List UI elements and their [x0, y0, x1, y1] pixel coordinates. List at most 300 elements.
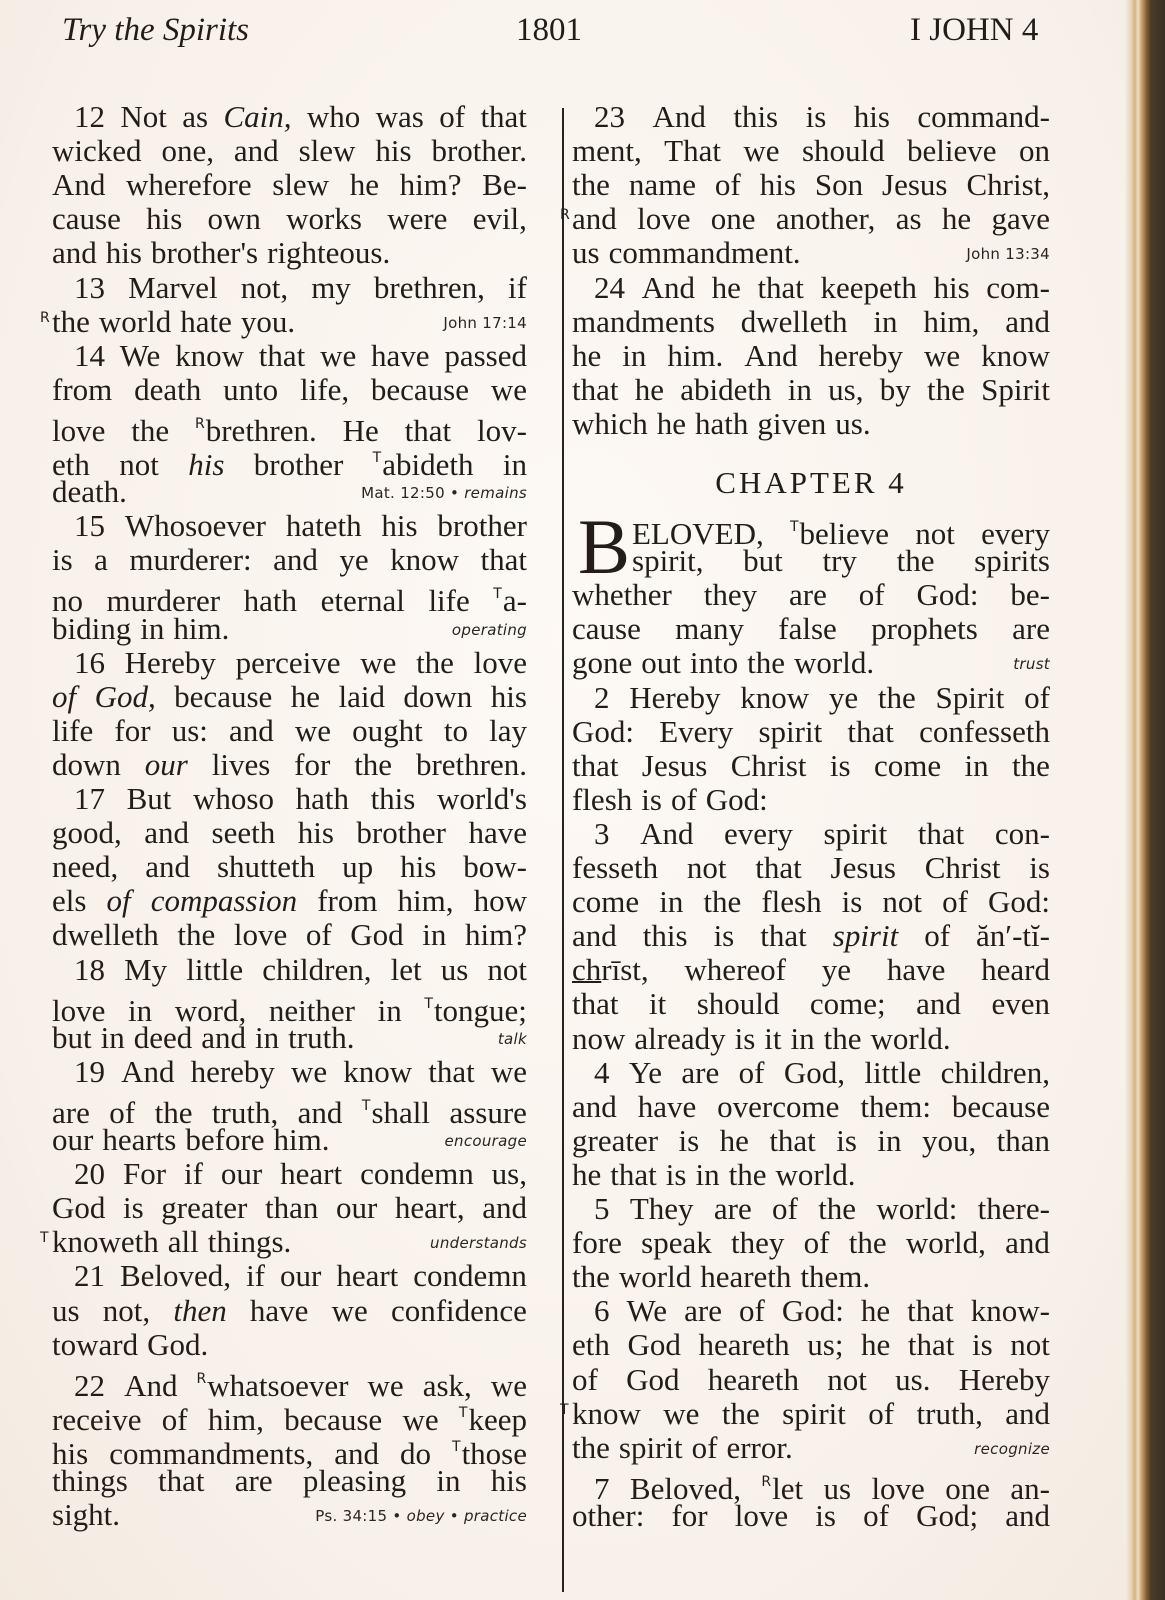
- word: is: [678, 1122, 700, 1158]
- word: should: [696, 986, 780, 1022]
- verse-line: [572, 1499, 1050, 1533]
- word: and: [482, 1190, 527, 1226]
- verse-line: [572, 851, 1050, 885]
- margin-translation-marker: T: [560, 1401, 569, 1418]
- word: not: [915, 516, 955, 551]
- word: $^T$those: [452, 1435, 527, 1471]
- word: children,: [940, 1054, 1050, 1090]
- marginal-note: recognize: [974, 1439, 1050, 1458]
- marker-reference: R: [195, 415, 205, 432]
- word: on: [1018, 133, 1050, 169]
- word: fore: [572, 1225, 622, 1261]
- word: els: [52, 883, 87, 919]
- word: God: [52, 1190, 106, 1226]
- chapter-heading: CHAPTER 4: [715, 465, 907, 500]
- verse-line: [572, 612, 1050, 646]
- word: know: [740, 679, 810, 715]
- verse-line: [572, 953, 1050, 987]
- word: him.: [667, 337, 724, 373]
- word: our: [280, 1258, 322, 1294]
- word: God;: [916, 1497, 979, 1533]
- word: spirit: [618, 1429, 683, 1465]
- word: con-: [994, 815, 1050, 851]
- marker-translation: T: [493, 586, 502, 603]
- word: not,: [240, 269, 289, 305]
- word: it: [764, 1020, 782, 1056]
- word: before: [185, 1122, 265, 1157]
- word: of: [109, 1094, 136, 1130]
- word: $^T$believe: [789, 516, 890, 551]
- verse-line: [572, 749, 1050, 783]
- word: murderer:: [129, 542, 252, 578]
- word: was: [375, 99, 424, 134]
- word: truth.: [288, 1019, 355, 1055]
- word: are: [52, 1094, 90, 1130]
- word: we: [294, 712, 332, 748]
- word: perceive: [235, 644, 341, 680]
- word: from: [52, 371, 113, 407]
- word: God:: [916, 577, 979, 613]
- word: one: [945, 1470, 990, 1506]
- verse-line: [572, 783, 1050, 817]
- word: if: [246, 1258, 265, 1294]
- verse-line: [572, 1022, 1050, 1056]
- word: this: [642, 918, 688, 954]
- word: that: [572, 747, 619, 783]
- word: know: [572, 1395, 641, 1431]
- verse-line: [52, 236, 527, 270]
- word: which: [572, 405, 648, 441]
- word: him,: [207, 1401, 264, 1437]
- verse-line: [572, 987, 1050, 1021]
- word: unto: [223, 371, 279, 407]
- word: for: [294, 746, 331, 782]
- word: slew: [272, 167, 330, 203]
- word: of: [106, 883, 131, 919]
- word: brother: [356, 815, 446, 851]
- word: know: [981, 337, 1050, 373]
- word: eth: [52, 447, 90, 482]
- marginal-note: talk: [497, 1029, 527, 1048]
- word: in: [422, 917, 447, 953]
- word: 14: [74, 337, 105, 373]
- marker-translation: T: [452, 1438, 461, 1455]
- word: of: [858, 577, 885, 613]
- word: things: [52, 1463, 128, 1498]
- word: 12: [74, 99, 105, 134]
- word: them.: [800, 1259, 871, 1295]
- word: come: [572, 884, 640, 920]
- word: 13: [74, 269, 105, 305]
- word: mandments: [572, 303, 715, 339]
- word: speak: [641, 1225, 712, 1261]
- verse-line: [572, 1192, 1050, 1226]
- word: not: [686, 850, 727, 885]
- word: he: [861, 1327, 891, 1363]
- word: ye: [828, 679, 859, 715]
- word: if: [183, 1156, 203, 1192]
- word: own: [207, 201, 261, 237]
- verse-line: [52, 1328, 527, 1362]
- word: brethren,: [373, 269, 485, 305]
- word: children,: [262, 951, 372, 987]
- margin-translation-marker: T: [40, 1230, 49, 1247]
- word: Christ: [924, 850, 1001, 885]
- word: and: [572, 201, 617, 237]
- word: brother.: [431, 133, 527, 169]
- word: commandments,: [109, 1435, 314, 1471]
- word: pleasing: [302, 1463, 407, 1498]
- word: But: [126, 781, 172, 816]
- word: he: [656, 405, 687, 441]
- word: him?: [399, 167, 462, 203]
- verse-line: [52, 816, 527, 850]
- word: for: [671, 1497, 708, 1533]
- word: world's: [436, 781, 527, 816]
- word: is: [734, 1020, 756, 1056]
- word: assure: [449, 1094, 527, 1130]
- word: the: [747, 645, 785, 681]
- word: us,: [828, 371, 864, 407]
- word: world: [98, 303, 172, 339]
- word: 18: [74, 951, 105, 987]
- word: 21: [74, 1258, 105, 1294]
- word: compassion: [150, 883, 298, 919]
- word: of: [863, 1497, 889, 1533]
- word: overcome: [717, 1088, 840, 1124]
- word: now: [572, 1020, 626, 1056]
- word: all: [167, 1224, 199, 1260]
- word: of: [738, 1293, 765, 1329]
- marker-reference: R: [196, 1370, 207, 1387]
- running-head-section: Try the Spirits: [62, 12, 250, 48]
- marginal-note: Mat. 12:50 • remains: [361, 484, 527, 503]
- word: world:: [876, 1191, 958, 1226]
- word: need,: [52, 849, 119, 885]
- verse-line: [52, 680, 527, 714]
- word: that: [572, 371, 619, 407]
- verse-line: [560, 1395, 1050, 1431]
- word: sight.: [52, 1497, 121, 1533]
- word: brethren.: [415, 746, 527, 782]
- word: it: [649, 986, 667, 1022]
- word: of: [439, 99, 466, 134]
- word: should: [801, 133, 885, 169]
- word: not: [487, 951, 527, 987]
- word: have: [468, 815, 527, 851]
- word: the: [177, 917, 216, 953]
- verse-line: [572, 373, 1050, 407]
- verse-line: [52, 373, 527, 407]
- word: the: [877, 679, 916, 715]
- word: 22: [74, 1367, 105, 1403]
- word: brother: [253, 447, 344, 482]
- word: heart,: [394, 1190, 465, 1226]
- word: prophets: [871, 611, 978, 647]
- word: $^T$abideth: [372, 447, 474, 482]
- word: hath: [695, 405, 749, 441]
- word: wherefore: [126, 167, 252, 203]
- word: is: [829, 747, 851, 783]
- word: the: [572, 1259, 610, 1295]
- verse-line: [572, 134, 1050, 168]
- verse-line: [52, 918, 527, 952]
- word: are: [681, 1054, 720, 1090]
- word: God,: [783, 1054, 845, 1090]
- word: him,: [923, 303, 980, 339]
- word: confidence: [390, 1292, 527, 1328]
- verse-line: [52, 714, 527, 748]
- word: we: [367, 1367, 404, 1403]
- word: fesseth: [572, 850, 659, 885]
- word: righteous.: [267, 235, 391, 271]
- word: ăn′-tĭ-: [976, 918, 1050, 954]
- word: 7: [594, 1470, 610, 1506]
- word: dwelleth: [740, 303, 848, 339]
- word: Beloved,: [629, 1470, 741, 1506]
- word: He: [342, 412, 379, 448]
- word: we: [360, 644, 397, 680]
- word: And: [640, 815, 694, 851]
- word: spirit: [823, 815, 888, 851]
- word: God.: [147, 1326, 209, 1362]
- word: Beloved,: [120, 1258, 232, 1294]
- word: this: [733, 99, 779, 134]
- word: the: [572, 1429, 610, 1465]
- word: And: [652, 99, 706, 134]
- word: and: [572, 918, 617, 954]
- word: try: [822, 543, 857, 579]
- word: we: [291, 1053, 328, 1089]
- word: believe: [907, 133, 997, 169]
- word: be-: [1010, 577, 1050, 613]
- word: the: [896, 543, 935, 579]
- column-divider: [562, 108, 564, 1592]
- word: 17: [74, 781, 105, 816]
- word: death: [134, 371, 202, 407]
- word: And: [52, 167, 106, 203]
- word: is: [836, 1122, 857, 1158]
- word: he: [634, 371, 665, 407]
- word: because: [284, 1401, 383, 1437]
- word: $^T$tongue;: [424, 992, 527, 1028]
- verse-line: [572, 1226, 1050, 1260]
- word: as: [182, 99, 209, 134]
- word: God: [350, 917, 404, 953]
- word: how: [473, 883, 527, 919]
- word: life,: [300, 371, 350, 407]
- word: love: [233, 917, 288, 953]
- word: then: [173, 1292, 227, 1328]
- word: that: [847, 713, 894, 749]
- word: $^T$shall: [361, 1094, 431, 1130]
- word: and: [144, 815, 190, 851]
- word: another,: [775, 201, 876, 237]
- verse-line: [572, 339, 1050, 373]
- verse-line: [572, 100, 1050, 134]
- marginal-note: John 13:34: [966, 245, 1050, 264]
- word: heart: [280, 1156, 343, 1192]
- word: that: [428, 1053, 475, 1089]
- verse-line: [572, 646, 1050, 680]
- word: 5: [594, 1191, 610, 1226]
- word: he: [572, 1156, 602, 1192]
- word: this: [370, 781, 416, 816]
- verse-line: [572, 1260, 1050, 1294]
- word: that: [757, 269, 804, 305]
- word: the: [848, 1225, 887, 1261]
- word: of: [572, 1361, 598, 1397]
- word: our: [220, 1156, 263, 1192]
- word: That: [664, 133, 721, 169]
- word: command-: [917, 99, 1050, 134]
- verse-line: [52, 1157, 527, 1191]
- word: ye: [339, 542, 369, 578]
- word: hate: [180, 303, 232, 339]
- word: have: [637, 1088, 697, 1124]
- marker-translation: T: [372, 450, 382, 466]
- word: com-: [986, 269, 1050, 305]
- word: we: [402, 1401, 439, 1437]
- word: not,: [102, 1292, 151, 1328]
- word: given: [757, 405, 827, 441]
- word: $^T$a-: [493, 583, 527, 619]
- verse-line: [52, 543, 527, 577]
- word: condemn: [413, 1258, 527, 1294]
- word: he: [290, 678, 320, 714]
- word: God:: [705, 781, 768, 817]
- word: greater: [161, 1190, 248, 1226]
- verse-line: [52, 1259, 527, 1293]
- word: and: [572, 1088, 617, 1124]
- word: who: [306, 99, 361, 134]
- word: world,: [905, 1225, 986, 1261]
- verse-line: [572, 1090, 1050, 1124]
- verse-line: [572, 407, 1050, 441]
- word: hereby: [818, 337, 903, 373]
- word: our: [335, 1190, 378, 1226]
- word: spirit: [758, 713, 823, 749]
- word: his: [375, 133, 412, 169]
- word: us.: [835, 405, 871, 441]
- word: not: [1010, 1327, 1050, 1363]
- word: keepeth: [820, 269, 917, 305]
- word: ELOVED,: [632, 516, 764, 551]
- word: Whosoever: [124, 508, 266, 544]
- word: Christ: [730, 747, 807, 783]
- word: spirit: [782, 1395, 846, 1431]
- word: laid: [338, 678, 385, 714]
- word: if: [508, 269, 527, 305]
- word: have: [249, 1292, 309, 1328]
- word: of: [942, 884, 968, 920]
- word: greater: [572, 1122, 659, 1158]
- word: already: [634, 1020, 726, 1056]
- verse-line: [632, 544, 1050, 578]
- word: Ye: [628, 1054, 662, 1090]
- word: chrīst,: [572, 952, 649, 988]
- word: in: [873, 303, 898, 339]
- word: in: [255, 1019, 280, 1055]
- word: ment,: [572, 133, 642, 169]
- word: him?: [465, 917, 527, 953]
- verse-line: [52, 509, 527, 543]
- marginal-note: understands: [430, 1234, 527, 1253]
- word: of: [714, 167, 741, 203]
- word: 4: [594, 1054, 610, 1090]
- word: us.: [895, 1361, 931, 1397]
- word: hath: [295, 781, 349, 816]
- word: his: [490, 678, 527, 714]
- word: the: [354, 746, 393, 782]
- word: dwelleth: [52, 917, 159, 953]
- word: the: [823, 1020, 862, 1056]
- word: deed: [133, 1019, 193, 1055]
- word: know: [343, 1053, 413, 1089]
- word: is: [713, 918, 735, 954]
- word: Hereby: [629, 679, 721, 715]
- word: that: [755, 850, 802, 885]
- word: hereby: [190, 1053, 275, 1089]
- word: the: [154, 1094, 193, 1130]
- verse-line: [52, 1294, 527, 1328]
- word: and: [1005, 1497, 1050, 1533]
- word: works: [286, 201, 362, 237]
- word: many: [675, 611, 744, 647]
- verse-line: [572, 1056, 1050, 1090]
- word: know: [390, 542, 460, 578]
- word: lives: [211, 746, 271, 782]
- word: and: [273, 542, 318, 578]
- word: them:: [860, 1088, 931, 1124]
- word: the: [703, 884, 742, 920]
- word: They: [629, 1191, 694, 1226]
- verse-line: [52, 782, 527, 816]
- verse-line: [52, 1021, 527, 1055]
- verse-line: [52, 168, 527, 202]
- word: in: [964, 747, 989, 783]
- word: my: [311, 269, 351, 305]
- word: even: [991, 986, 1050, 1022]
- word: in: [659, 884, 684, 920]
- word: truth,: [916, 1395, 983, 1431]
- word: in: [790, 1020, 815, 1056]
- word: whether: [572, 577, 672, 613]
- word: whoso: [193, 781, 274, 816]
- word: not: [119, 447, 159, 482]
- word: no: [52, 583, 83, 619]
- word: brother: [437, 508, 527, 544]
- verse-line: [52, 134, 527, 168]
- word: heart: [336, 1258, 399, 1294]
- word: him.: [173, 610, 230, 646]
- word: our: [144, 746, 188, 782]
- word: are: [234, 1463, 273, 1498]
- word: and: [233, 133, 279, 169]
- word: his: [759, 167, 796, 203]
- word: gave: [991, 201, 1050, 237]
- word: God,: [94, 678, 156, 714]
- word: love: [734, 1497, 789, 1533]
- word: hath: [243, 583, 298, 619]
- word: in: [140, 610, 165, 646]
- word: than: [264, 1190, 319, 1226]
- word: that: [258, 337, 306, 373]
- word: Jesus: [830, 850, 896, 885]
- word: is: [972, 1327, 993, 1363]
- word: shutteth: [216, 849, 316, 885]
- verse-line: [52, 850, 527, 884]
